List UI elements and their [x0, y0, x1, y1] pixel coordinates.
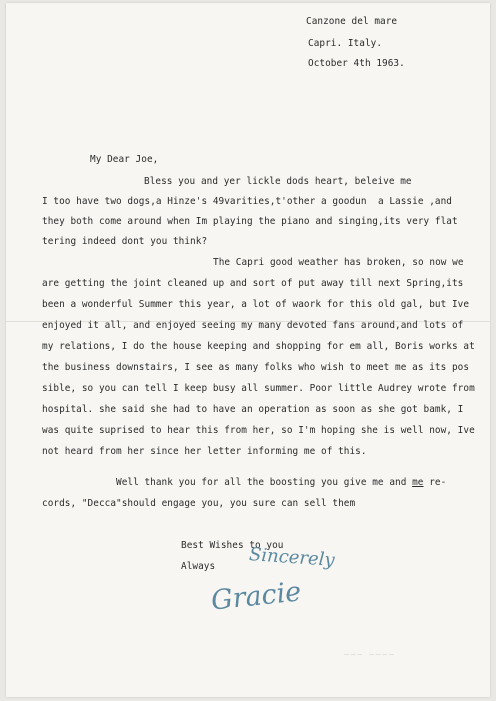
best-wishes: Best Wishes to you [181, 540, 284, 551]
handwritten-sincerely: Sincerely [248, 544, 336, 571]
body-line-4: tering indeed dont you think? [42, 236, 208, 247]
body-line-1: Bless you and yer lickle dods heart, beleive me [144, 176, 412, 187]
faint-pencil-marks: ~~~ ~~~~ [343, 650, 396, 659]
closing-line-2: cords, "Decca"should engage you, you sure can sell them [42, 498, 356, 509]
body-line-8: enjoyed it all, and enjoyed seeing my many devoted fans around,and lots of [42, 320, 464, 331]
body-line-3: they both come around when Im playing the piano and singing,its very flat [42, 216, 458, 227]
handwritten-signature: Gracie [209, 576, 303, 617]
closing-underlined-word: me [412, 477, 424, 488]
header-place: Canzone del mare [306, 16, 398, 27]
header-date: October 4th 1963. [308, 58, 405, 69]
body-line-2: I too have two dogs,a Hinze's 49varities,t'other a goodun a Lassie ,and [42, 196, 452, 207]
closing-line-1 [116, 477, 446, 488]
letter-page [6, 3, 490, 697]
body-line-6: are getting the joint cleaned up and sort of put away till next Spring,its [42, 278, 464, 289]
closing-text-1a: Well thank you for all the boosting you give me and [116, 477, 413, 488]
header-city: Capri. Italy. [308, 38, 383, 49]
body-line-12: hospital. she said she had to have an operation as soon as she got bamk, I [42, 404, 464, 415]
body-line-11: sible, so you can tell I keep busy all summer. Poor little Audrey wrote from [42, 383, 475, 394]
body-line-13: was quite suprised to hear this from her, so I'm hoping she is well now, Ive [42, 425, 475, 436]
salutation: My Dear Joe, [90, 154, 159, 165]
body-line-5: The Capri good weather has broken, so now we [213, 257, 464, 268]
always: Always [181, 561, 216, 572]
body-line-9: my relations, I do the house keeping and shopping for em all, Boris works at [42, 341, 475, 352]
body-line-14: not heard from her since her letter informing me of this. [42, 446, 367, 457]
body-line-7: been a wonderful Summer this year, a lot of waork for this old gal, but Ive [42, 299, 470, 310]
body-line-10: the business downstairs, I see as many folks who wish to meet me as its pos [42, 362, 470, 373]
closing-text-1b: re- [423, 477, 447, 488]
